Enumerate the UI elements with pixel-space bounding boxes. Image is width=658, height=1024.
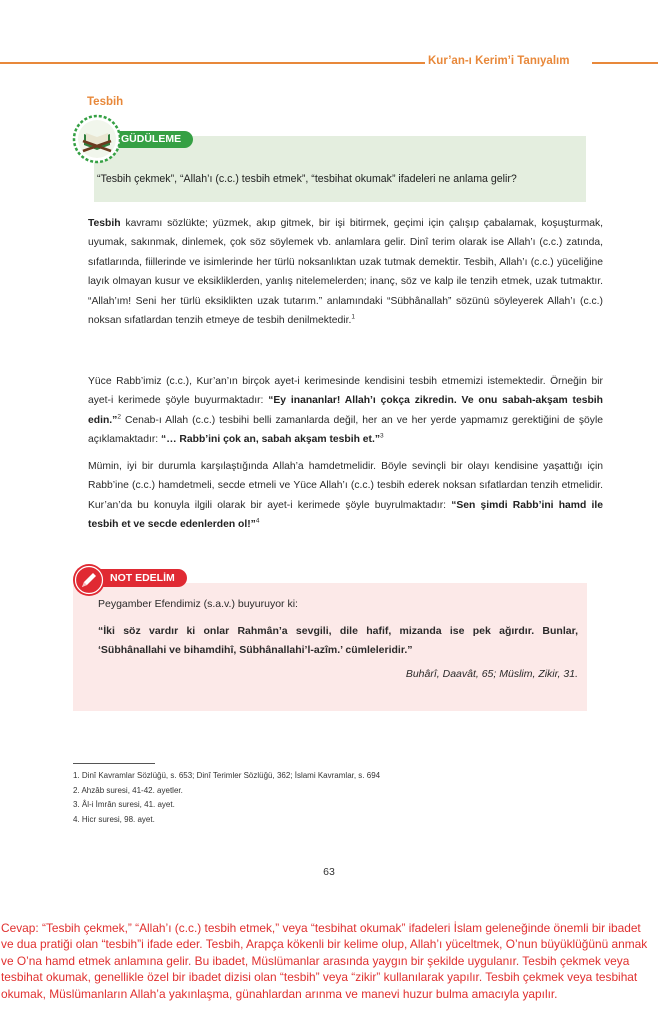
footnote-ref-1: 1 <box>351 313 355 321</box>
paragraph-mumin <box>73 457 603 535</box>
note-source: Buhârî, Daavât, 65; Müslim, Zikir, 31. <box>405 668 578 680</box>
hadith-quote: “İki söz vardır ki onlar Rahmân’a sevgili, dile hafif, mizanda ise pek ağırdır. Bunlar, ‘Sübhânallahi ve bihamdihî, Sübhânallahi’l-azîm.’ cümleleridir.” <box>98 625 578 656</box>
answer-text: Cevap: “Tesbih çekmek,” “Allah’ı (c.c.) tesbih etmek,” veya “tesbihat okumak” ifadeleri İslam geleneğinde önemli bir ibadet ve dua pratiği olan “tesbih”i ifade eder. Tesbih, Arapça kökenli bir kelime olup, Allah’ı yüceltmek, O’nun büyüklüğünü anmak ve O’na hamd etmek anlamına gelir. Bu ibadet, Müslümanlar arasında yaygın bir şekilde uygulanır. Tesbih çekmek veya tesbihat okumak, genellikle özel bir ibadet dizisi olan “tesbih” veya “zikir” kullanılarak yapılır. Tesbih çekmek veya tesbihat okumak, Müslümanların Allah’a yakınlaşma, günahlardan arınma ve manevi huzur bulma amacıyla yapılır. <box>1 921 648 1001</box>
pencil-icon <box>72 563 106 597</box>
motivation-label: GÜDÜLEME <box>113 131 193 148</box>
paragraph-definition <box>73 214 603 330</box>
footnote-ref-2: 2 <box>117 413 121 421</box>
definition-text: kavramı sözlükte; yüzmek, akıp gitmek, bir işi bitirmek, geçimi için çalışıp çabalamak, koşuşturmak, uyumak, sakınmak, dinlemek, çok söz söylemek vb. anlamlara gelir. Dinî terim olarak ise Allah’ı (c.c.) zatında, sıfatlarında, fiillerinde ve isimlerinde her türlü noksanlıktan uzak tutmak demektir. Tesbih, Allah’ı (c.c.) yüceliğine layık olmayan kusur ve eksikliklerden, yanlış nitelemelerden; inanç, söz ve kalp ile tenzih etmek, uzak tutmaktır. “Allah’ım! Seni her türlü eksiklikten uzak tutarım.” anlamındaki “Sübhânallah” sözünü söyleyerek Allah’ı (c.c.) noksan sıfatlardan tenzih etmeye de tesbih denilmektedir. <box>88 218 603 327</box>
footnote-item: 1. Dinî Kavramlar Sözlüğü, s. 653; Dinî Terimler Sözlüğü, 362; İslami Kavramlar, s. 694 <box>73 771 381 780</box>
verses-text-b: Cenab-ı Allah (c.c.) tesbihi belli zamanlarda değil, her an ve her yerde yapmamız gerektiğini de şöyle açıklamaktadır: <box>88 414 603 446</box>
term-tesbih: Tesbih <box>88 218 121 229</box>
verse-quote-3: “Sen şimdi Rabb’ini hamd ile tesbih et ve secde edenlerden ol!” <box>88 499 603 531</box>
header-line-left <box>0 62 425 64</box>
header-title: Kur’an-ı Kerim’i Tanıyalım <box>428 55 570 67</box>
note-quote <box>83 622 578 659</box>
footnote-rule <box>73 763 155 764</box>
page-number: 63 <box>323 866 335 878</box>
verse-quote-2: “… Rabb’ini çok an, sabah akşam tesbih et.” <box>161 434 381 446</box>
footnote-ref-4: 4 <box>255 517 260 525</box>
paragraph-verses <box>73 372 603 450</box>
section-title: Tesbih <box>87 96 124 108</box>
header-line-right <box>592 62 658 64</box>
footnote-item: 3. Âl-i İmrân suresi, 41. ayet. <box>73 800 175 810</box>
note-intro: Peygamber Efendimiz (s.a.v.) buyuruyor ki: <box>98 598 298 610</box>
motivation-question: “Tesbih çekmek”, “Allah’ı (c.c.) tesbih etmek”, “tesbihat okumak” ifadeleri ne anlama gelir? <box>97 173 517 185</box>
quran-book-icon <box>72 114 122 164</box>
footnote-item: 4. Hicr suresi, 98. ayet. <box>73 815 155 825</box>
footnote-item: 2. Ahzâb suresi, 41-42. ayetler. <box>73 785 183 795</box>
note-label: NOT EDELİM <box>98 569 187 587</box>
verse-quote-1: “Ey inananlar! Allah’ı çokça zikredin. Ve onu sabah-akşam tesbih edin.” <box>88 395 603 426</box>
footnote-ref-3: 3 <box>380 432 384 440</box>
footnotes <box>73 769 380 828</box>
mumin-text: Mümin, iyi bir durumla karşılaştığında Allah’a hamdetmelidir. Böyle sevinçli bir olayı kendisine yaşattığı için Rabb’ine (c.c.) hamdetmeli, secde etmeli ve Yüce Allah’ı (c.c.) tesbih ederek noksan sıfatlardan tenzih etmelidir. Kur’an’da bu konuyla ilgili olarak bir ayet-i kerimede şöyle buyrulmaktadır: <box>88 461 603 511</box>
verses-text-a: Yüce Rabb’imiz (c.c.), Kur’an’ın birçok ayet-i kerimesinde kendisini tesbih etmemizi istemektedir. Örneğin bir ayet-i kerimede şöyle buyurmaktadır: <box>88 376 603 407</box>
